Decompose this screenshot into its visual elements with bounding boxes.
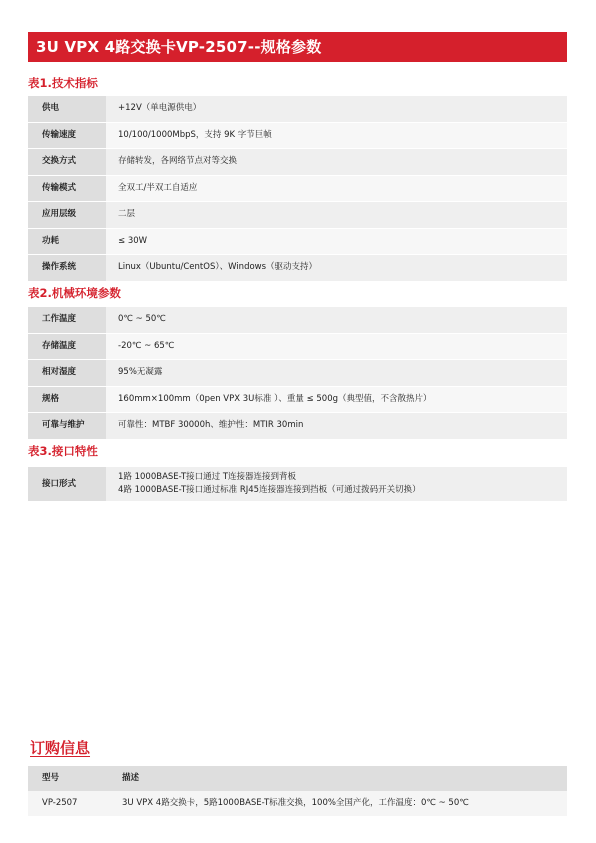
row-value: 95%无凝露 bbox=[106, 360, 567, 386]
table-row bbox=[28, 467, 567, 502]
row-value: +12V（单电源供电） bbox=[106, 96, 567, 122]
table2-title: 表2.机械环境参数 bbox=[28, 286, 121, 300]
table-row bbox=[28, 413, 567, 440]
row-key: 供电 bbox=[28, 96, 106, 122]
row-value: 0℃ ~ 50℃ bbox=[106, 307, 567, 333]
table-row bbox=[28, 149, 567, 176]
table-row bbox=[28, 360, 567, 387]
row-value bbox=[106, 467, 567, 501]
row-key: 操作系统 bbox=[28, 255, 106, 281]
table3-title: 表3.接口特性 bbox=[28, 444, 98, 458]
row-value: 存储转发，各网络节点对等交换 bbox=[106, 149, 567, 175]
order-info-title: 订购信息 bbox=[30, 739, 91, 757]
table-row bbox=[28, 123, 567, 150]
table-row bbox=[28, 387, 567, 414]
row-value: Linux（Ubuntu/CentOS）、Windows（驱动支持） bbox=[106, 255, 567, 281]
table-row bbox=[28, 334, 567, 361]
row-key: 交换方式 bbox=[28, 149, 106, 175]
row-key: 传输模式 bbox=[28, 176, 106, 202]
row-key: 存储温度 bbox=[28, 334, 106, 360]
row-key: 应用层级 bbox=[28, 202, 106, 228]
order-table bbox=[28, 766, 567, 816]
row-key: 可靠与维护 bbox=[28, 413, 106, 439]
mechanical-env-table bbox=[28, 307, 567, 440]
header-model: 型号 bbox=[42, 773, 60, 783]
table1-title: 表1.技术指标 bbox=[28, 76, 98, 90]
row-value-line: 4路 1000BASE-T接口通过标准 RJ45连接器连接到挡板（可通过拨码开关切换） bbox=[118, 485, 421, 495]
row-value: 160mm×100mm（0pen VPX 3U标准 ）、重量 ≤ 500g（典型值，不含散热片） bbox=[106, 387, 567, 413]
row-key: 接口形式 bbox=[28, 467, 106, 501]
row-value: 二层 bbox=[106, 202, 567, 228]
table-row bbox=[28, 176, 567, 203]
row-value: -20℃ ~ 65℃ bbox=[106, 334, 567, 360]
row-value-line: 1路 1000BASE-T接口通过 T连接器连接到背板 bbox=[118, 472, 297, 482]
table-row bbox=[28, 255, 567, 282]
row-value: ≤ 30W bbox=[106, 229, 567, 255]
header-desc: 描述 bbox=[122, 773, 140, 783]
table-row bbox=[28, 307, 567, 334]
table-row bbox=[28, 96, 567, 123]
row-value: 全双工/半双工自适应 bbox=[106, 176, 567, 202]
order-table-header bbox=[28, 766, 567, 791]
table-row bbox=[28, 202, 567, 229]
row-key: 规格 bbox=[28, 387, 106, 413]
row-key: 功耗 bbox=[28, 229, 106, 255]
row-key: 传输速度 bbox=[28, 123, 106, 149]
row-value: 10/100/1000MbpS，支持 9K 字节巨帧 bbox=[106, 123, 567, 149]
order-desc: 3U VPX 4路交换卡，5路1000BASE-T标准交换，100%全国产化，工作温度：0℃ ~ 50℃ bbox=[122, 798, 469, 808]
row-key: 工作温度 bbox=[28, 307, 106, 333]
order-model: VP-2507 bbox=[42, 798, 78, 808]
table-row bbox=[28, 791, 567, 816]
tech-spec-table bbox=[28, 96, 567, 282]
row-value: 可靠性：MTBF 30000h、维护性：MTIR 30min bbox=[106, 413, 567, 439]
page-banner-title: 3U VPX 4路交换卡VP-2507--规格参数 bbox=[28, 32, 567, 62]
row-key: 相对湿度 bbox=[28, 360, 106, 386]
table-row bbox=[28, 229, 567, 256]
interface-table bbox=[28, 467, 567, 502]
